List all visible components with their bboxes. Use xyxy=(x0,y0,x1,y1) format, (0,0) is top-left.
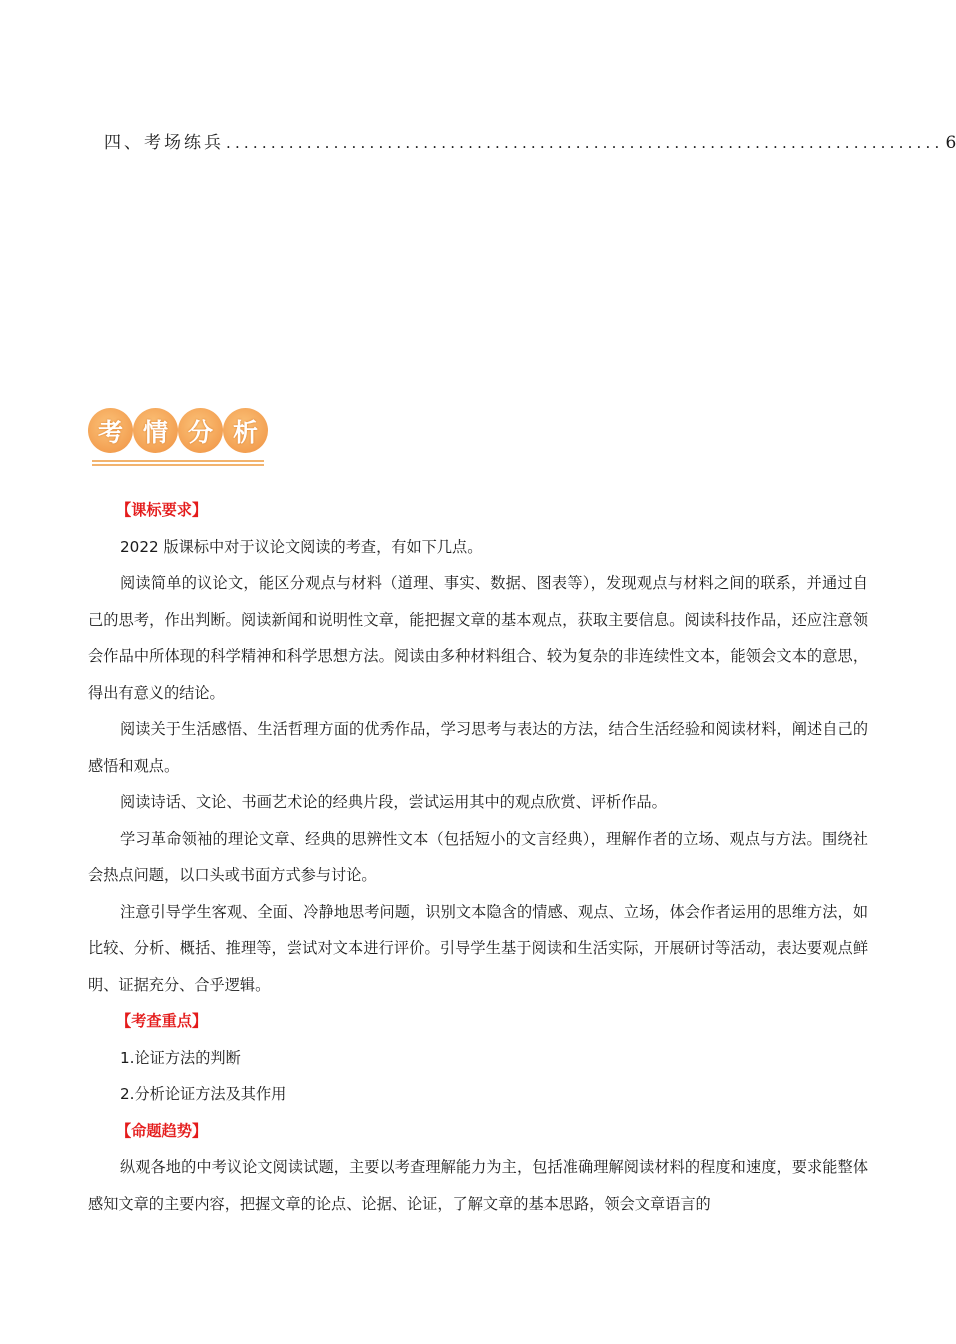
badge-underline xyxy=(92,460,264,462)
paragraph: 注意引导学生客观、全面、冷静地思考问题，识别文本隐含的情感、观点、立场，体会作者运用的思维方法，如比较、分析、概括、推理等，尝试对文本进行评价。引导学生基于阅读和生活实际，开展研讨等活动，表达要观点鲜明、证据充分、合乎逻辑。 xyxy=(88,902,868,994)
toc-page-number: 6 xyxy=(945,133,956,153)
heading-focus: 【考查重点】 xyxy=(116,1012,208,1030)
list-item: 2.分析论证方法及其作用 xyxy=(120,1085,287,1103)
badge-char-2: 情 xyxy=(133,408,178,453)
paragraph: 阅读诗话、文论、书画艺术论的经典片段，尝试运用其中的观点欣赏、评析作品。 xyxy=(120,793,667,811)
toc-dot-leader: ................................................................................ xyxy=(226,134,944,152)
badge-char-3: 分 xyxy=(178,408,223,453)
heading-curriculum: 【课标要求】 xyxy=(116,501,208,519)
badge-char-4: 析 xyxy=(223,408,268,453)
heading-trend: 【命题趋势】 xyxy=(116,1121,208,1140)
paragraph: 纵观各地的中考议论文阅读试题，主要以考查理解能力为主，包括准确理解阅读材料的程度和速度，要求能整体感知文章的主要内容，把握文章的论点、论据、论证，了解文章的基本思路，领会文章语言的 xyxy=(88,1158,868,1213)
toc-entry-title: 四、考场练兵 xyxy=(104,133,224,153)
badge-char-1: 考 xyxy=(88,408,133,453)
list-item: 1.论证方法的判断 xyxy=(120,1048,241,1067)
section-badge xyxy=(88,408,270,470)
badge-underline xyxy=(92,464,264,466)
paragraph: 阅读关于生活感悟、生活哲理方面的优秀作品，学习思考与表达的方法，结合生活经验和阅读材料，阐述自己的感悟和观点。 xyxy=(88,720,868,775)
paragraph: 学习革命领袖的理论文章、经典的思辨性文本（包括短小的文言经典），理解作者的立场、观点与方法。围绕社会热点问题，以口头或书面方式参与讨论。 xyxy=(88,829,868,884)
paragraph: 阅读简单的议论文，能区分观点与材料（道理、事实、数据、图表等），发现观点与材料之间的联系，并通过自己的思考，作出判断。阅读新闻和说明性文章，能把握文章的基本观点，获取主要信息。阅读科技作品，还应注意领会作品中所体现的科学精神和科学思想方法。阅读由多种材料组合、较为复杂的非连续性文本，能领会文本的意思，得出有意义的结论。 xyxy=(88,574,868,702)
toc-entry[interactable] xyxy=(104,128,956,153)
paragraph: 2022 版课标中对于议论文阅读的考查，有如下几点。 xyxy=(120,537,483,556)
document-body xyxy=(88,492,868,1222)
